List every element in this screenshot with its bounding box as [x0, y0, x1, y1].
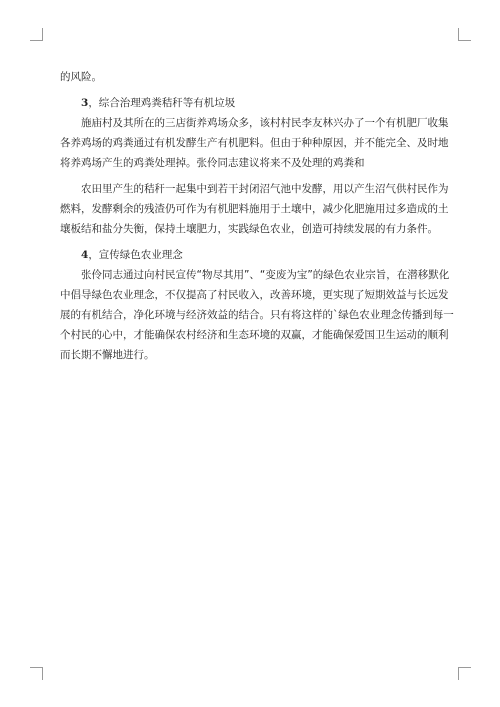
document-body	[60, 67, 454, 365]
paragraph-line: 中倡导绿色农业理念，不仅提高了村民收入，改善环境，更实现了短期效益与长远发	[60, 289, 449, 301]
section-heading-number: 4	[81, 249, 89, 261]
section-heading	[60, 245, 438, 265]
paragraph-line: 而长期不懈地进行。	[60, 349, 155, 361]
paragraph-line: 燃料，发酵剩余的残渣仍可作为有机肥料施用于土壤中，减少化肥施用过多造成的土	[60, 203, 449, 215]
crop-mark-top-left	[30, 28, 43, 41]
crop-mark-bottom-right	[458, 667, 471, 680]
paragraph-line: 将养鸡场产生的鸡粪处理掉。张伶同志建议将来不及处理的鸡粪和	[60, 157, 365, 169]
paragraph-line: 壤板结和盐分失衡，保持土壤肥力，实践绿色农业，创造可持续发展的有力条件。	[60, 223, 438, 235]
paragraph-line: 农田里产生的秸秆一起集中到若干封闭沼气池中发酵，用以产生沼气供村民作为	[81, 183, 449, 195]
section-heading	[60, 93, 438, 113]
paragraph-line: 各养鸡场的鸡粪通过有机发酵生产有机肥料。但由于种种原因，并不能完全、及时地	[60, 137, 449, 149]
section-heading-text: ，综合治理鸡粪秸秆等有机垃圾	[88, 97, 236, 109]
paragraph-line: 张伶同志通过向村民宣传“物尽其用”、“变废为宝”的绿色农业宗旨，在潜移默化	[81, 269, 450, 281]
paragraph-line: 个村民的心中，才能确保农村经济和生态环境的双赢，才能确保爱国卫生运动的顺利	[60, 329, 449, 341]
section-heading-text: ，宣传绿色农业理念	[88, 249, 183, 261]
paragraph-line: 施庙村及其所在的三店街养鸡场众多，该村村民李友林兴办了一个有机肥厂收集	[81, 117, 449, 129]
section-heading-number: 3	[81, 97, 89, 109]
crop-mark-top-right	[458, 28, 471, 41]
paragraph-line: 的风险。	[60, 71, 102, 83]
paragraph-line: 展的有机结合，净化环境与经济效益的结合。只有将这样的`绿色农业理念传播到每一	[60, 309, 454, 321]
crop-mark-bottom-left	[30, 667, 43, 680]
